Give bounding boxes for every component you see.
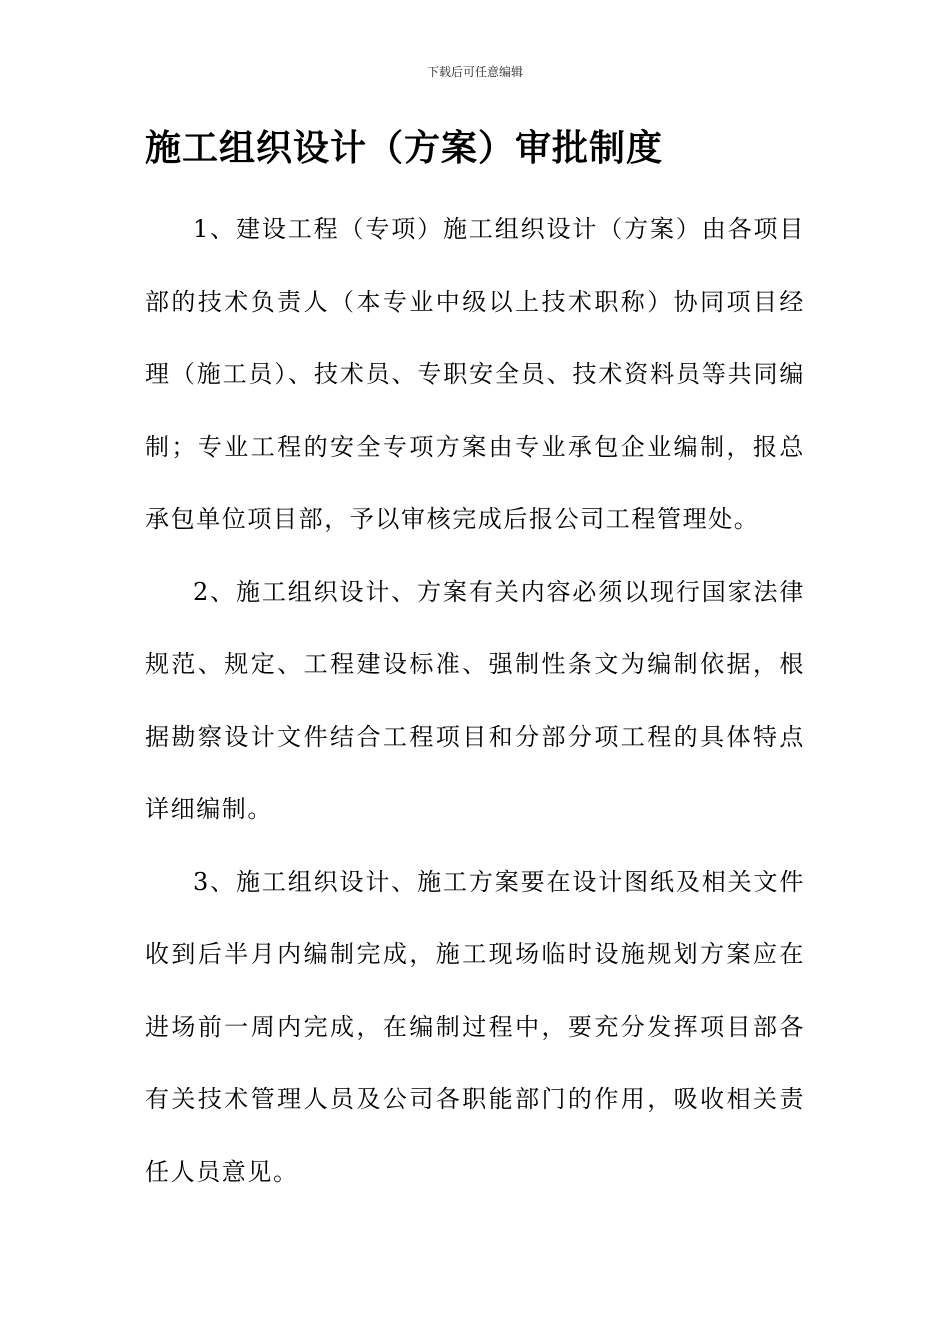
paragraph-3: 3、施工组织设计、施工方案要在设计图纸及相关文件收到后半月内编制完成，施工现场临时设施规划方案应在进场前一周内完成，在编制过程中，要充分发挥项目部各有关技术管理人员及公司各职能部门的作用，吸收相关责任人员意见。 [145, 867, 805, 1186]
paragraph-2: 2、施工组织设计、方案有关内容必须以现行国家法律规范、规定、工程建设标准、强制性条文为编制依据，根据勘察设计文件结合工程项目和分部分项工程的具体特点详细编制。 [145, 577, 805, 823]
document-title: 施工组织设计（方案）审批制度 [145, 128, 664, 169]
document-body [145, 193, 805, 1208]
header-note: 下载后可任意编辑 [426, 65, 523, 79]
paragraph-1: 1、建设工程（专项）施工组织设计（方案）由各项目部的技术负责人（本专业中级以上技术职称）协同项目经理（施工员）、技术员、专职安全员、技术资料员等共同编制；专业工程的安全专项方案由专业承包企业编制，报总承包单位项目部，予以审核完成后报公司工程管理处。 [145, 215, 805, 533]
